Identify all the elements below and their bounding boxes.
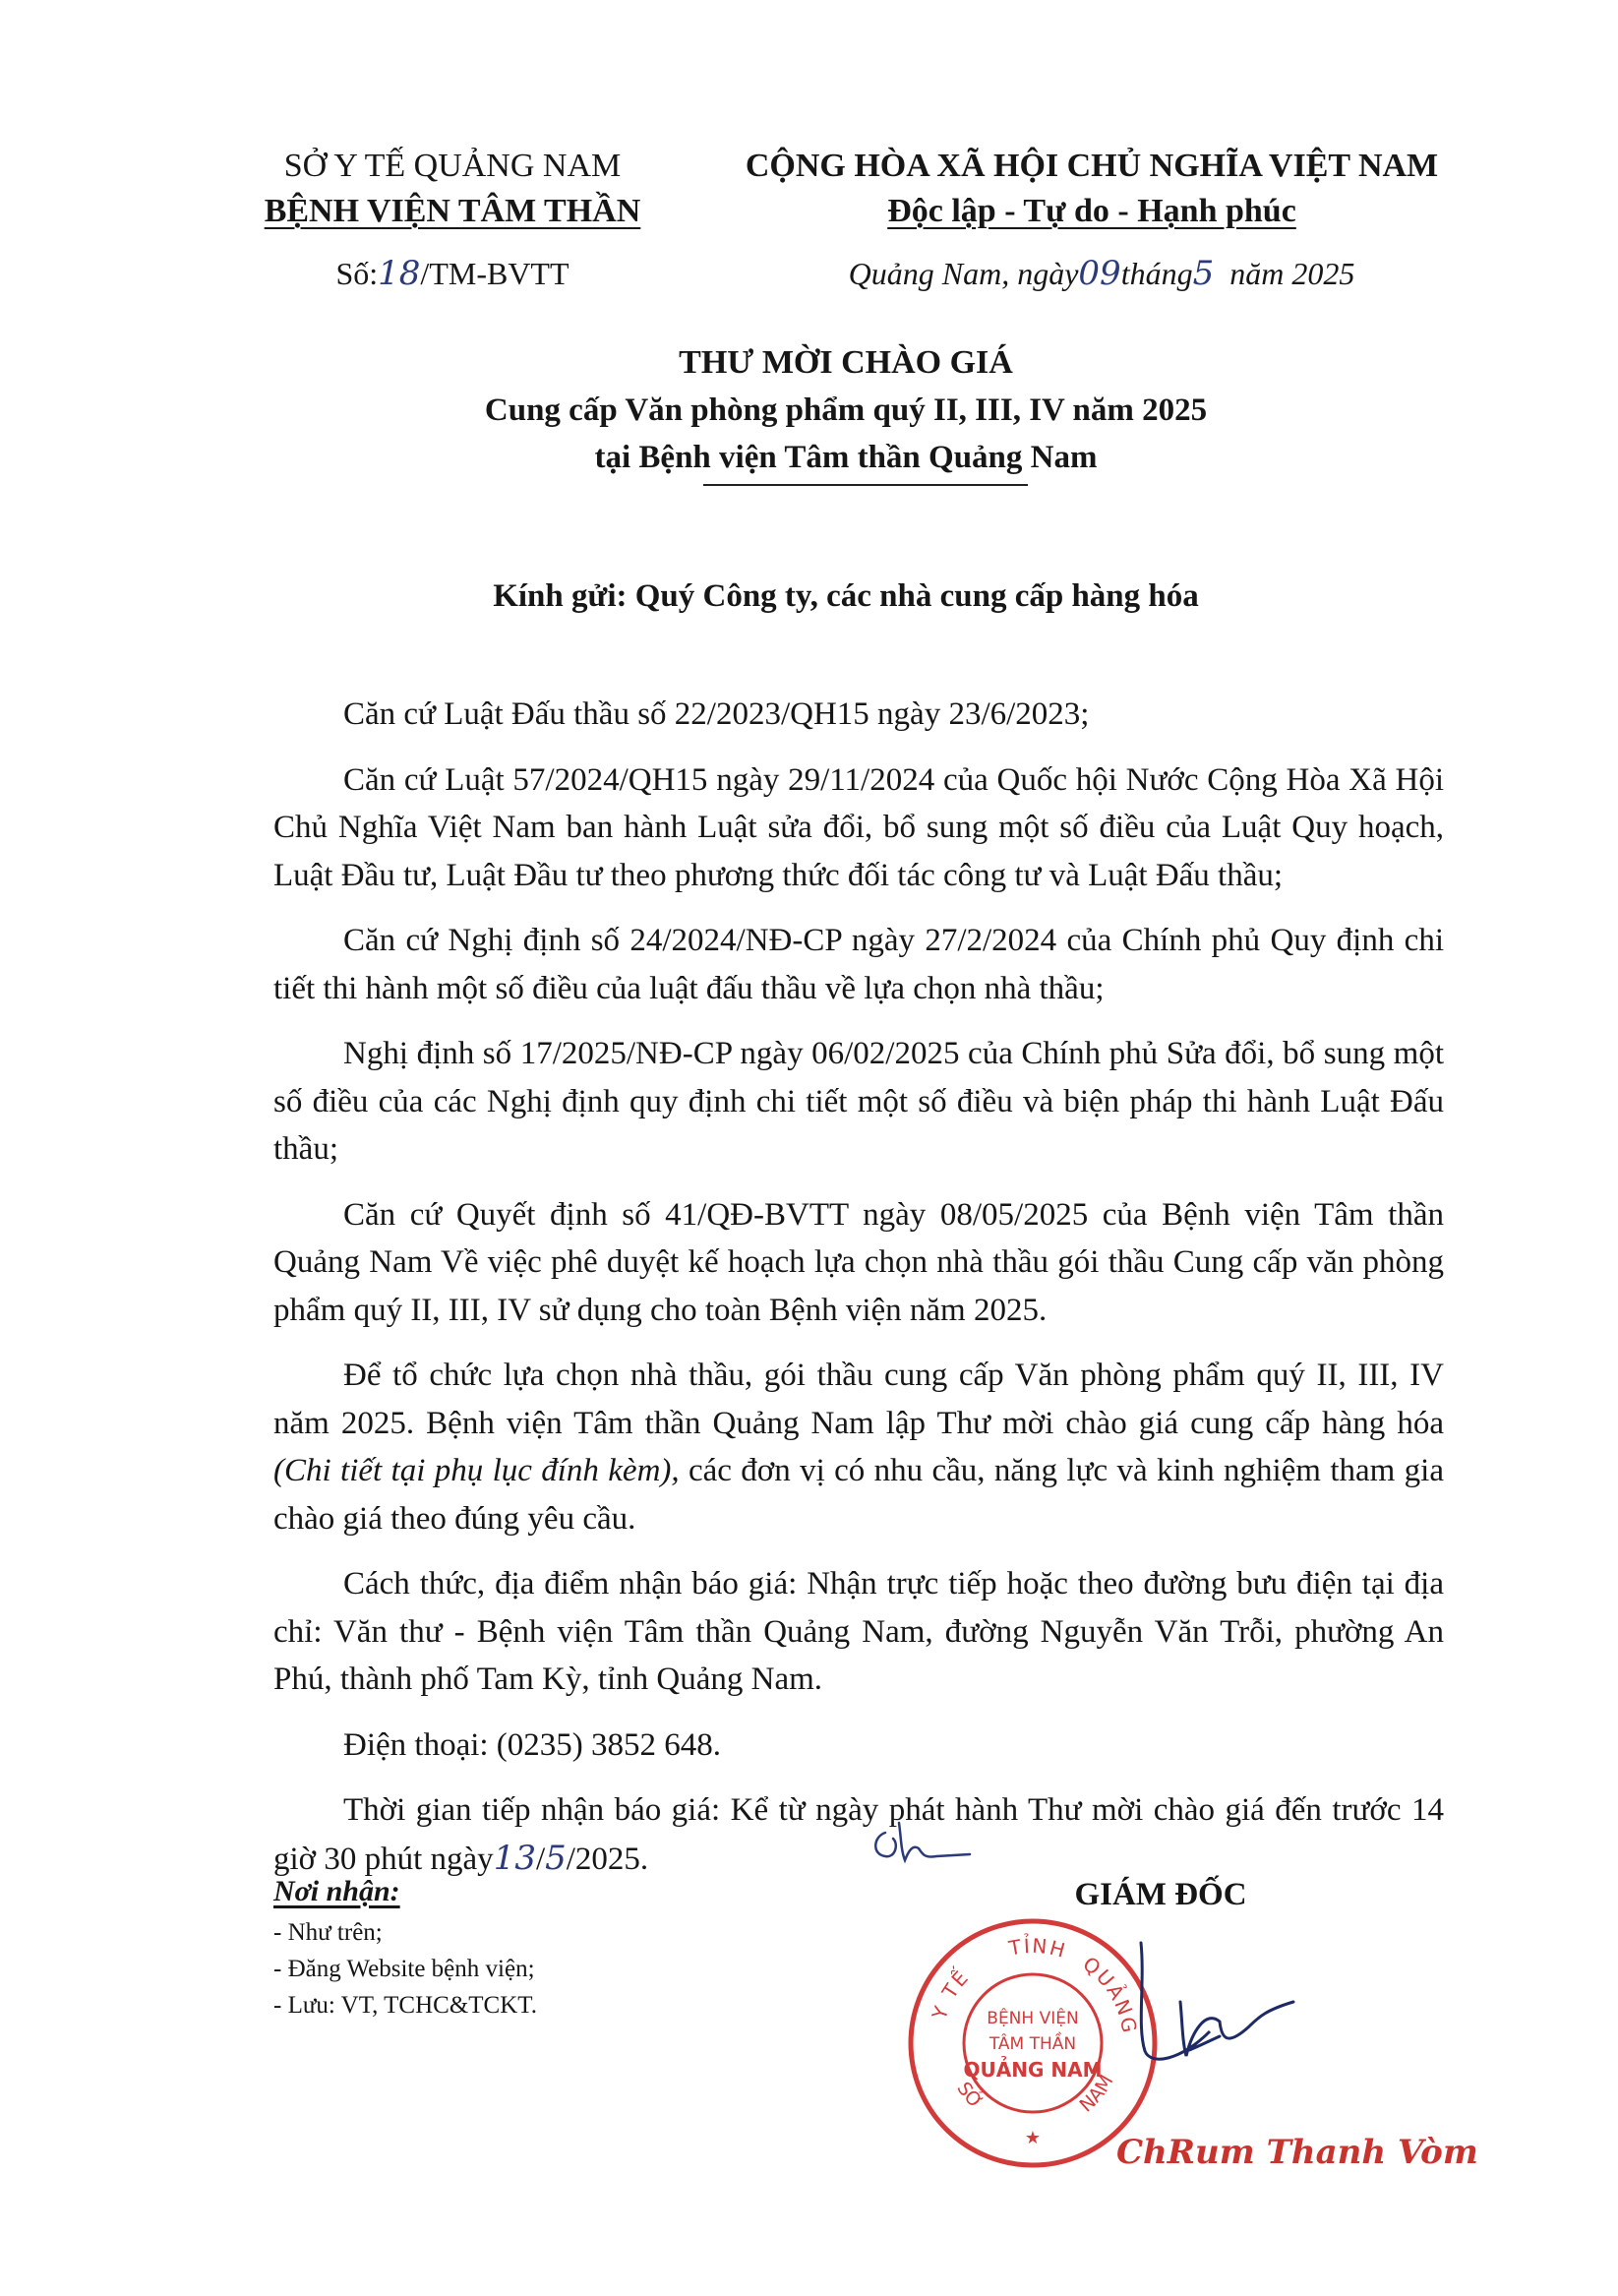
stamp-right-arc: QUẢNG [1078, 1951, 1142, 2037]
paragraph-legal-basis-5: Căn cứ Quyết định số 41/QĐ-BVTT ngày 08/05/2025 của Bệnh viện Tâm thần Quảng Nam Về việc phê duyệt kế hoạch lựa chọn nhà thầu gói thầu Cung cấp văn phòng phẩm quý II, III, IV sử dụng cho toàn Bệnh viện năm 2025. [273, 1196, 1444, 1328]
date-month-label: tháng [1120, 256, 1193, 291]
svg-text:TỈNH [1006, 1933, 1070, 1963]
issue-date [748, 254, 1456, 293]
paragraph-legal-basis-4: Nghị định số 17/2025/NĐ-CP ngày 06/02/2025 của Chính phủ Sửa đổi, bổ sung một số điều của các Nghị định quy định chi tiết một số điều và biện pháp thi hành Luật Đấu thầu; [273, 1036, 1444, 1167]
invitation-text-a: Để tổ chức lựa chọn nhà thầu, gói thầu cung cấp Văn phòng phẩm quý II, III, IV năm 2025. Bệnh viện Tâm thần Quảng Nam lập Thư mời chào giá cung cấp hàng hóa [273, 1358, 1444, 1441]
department-name: SỞ Y TẾ QUẢNG NAM [283, 148, 622, 184]
doc-number-suffix: /TM-BVTT [420, 256, 569, 291]
paragraph-legal-basis-3: Căn cứ Nghị định số 24/2024/NĐ-CP ngày 27/2/2024 của Chính phủ Quy định chi tiết thi hành một số điều của luật đấu thầu về lựa chọn nhà thầu; [273, 923, 1444, 1006]
paragraph-legal-basis-1: Căn cứ Luật Đấu thầu số 22/2023/QH15 ngày 23/6/2023; [343, 696, 1090, 732]
date-year: năm 2025 [1229, 256, 1355, 291]
recipient-item: - Lưu: VT, TCHC&TCKT. [273, 1992, 537, 2019]
title-line-1: THƯ MỜI CHÀO GIÁ [679, 344, 1013, 381]
deadline-text: Thời gian tiếp nhận báo giá: Kể từ ngày phát hành Thư mời chào giá đến trước 14 giờ 30 phút ngày [273, 1792, 1444, 1877]
svg-text:SỞ [952, 2079, 989, 2114]
greeting: Kính gửi: Quý Công ty, các nhà cung cấp hàng hóa [493, 578, 1199, 614]
initials-scribble [866, 1815, 974, 1874]
signer-name: ChRum Thanh Vòm [1116, 2133, 1478, 2172]
stamp-star: ★ [1024, 2128, 1042, 2148]
invitation-appendix-note: (Chi tiết tại phụ lục đính kèm), [273, 1453, 680, 1488]
national-motto: Độc lập - Tự do - Hạnh phúc [887, 193, 1296, 229]
letter-body [273, 691, 1444, 1901]
title-line-2: Cung cấp Văn phòng phẩm quý II, III, IV năm 2025 [484, 393, 1208, 428]
deadline-day-handwritten: 13 [493, 1838, 536, 1878]
recipients-heading: Nơi nhận: [273, 1875, 400, 1907]
recipient-item: - Đăng Website bệnh viện; [273, 1956, 535, 1982]
stamp-center-3: QUẢNG NAM [963, 2058, 1103, 2082]
national-header [728, 144, 1456, 234]
signer-title: GIÁM ĐỐC [1074, 1877, 1247, 1912]
stamp-center-2: TÂM THẦN [989, 2034, 1077, 2054]
paragraph-phone: Điện thoại: (0235) 3852 648. [343, 1726, 722, 1763]
document-number [236, 254, 669, 293]
date-day-handwritten: 09 [1078, 254, 1121, 293]
paragraph-invitation [273, 1352, 1444, 1542]
signature-scribble [1111, 1933, 1308, 2081]
paragraph-deadline [273, 1786, 1444, 1883]
paragraph-legal-basis-2: Căn cứ Luật 57/2024/QH15 ngày 29/11/2024 của Quốc hội Nước Cộng Hòa Xã Hội Chủ Nghĩa Việt Nam ban hành Luật sửa đổi, bổ sung một số điều của Luật Quy hoạch, Luật Đầu tư, Luật Đầu tư theo phương thức đối tác công tư và Luật Đấu thầu; [273, 761, 1444, 893]
invitation-text-b: các đơn vị có nhu cầu, năng lực và kinh nghiệm tham gia chào giá theo đúng yêu cầu. [273, 1453, 1444, 1537]
paragraph-submission-method: Cách thức, địa điểm nhận báo giá: Nhận trực tiếp hoặc theo đường bưu điện tại địa chỉ: Văn thư - Bệnh viện Tâm thần Quảng Nam, đường Nguyễn Văn Trỗi, phường An Phú, thành phố Tam Kỳ, tỉnh Quảng Nam. [273, 1566, 1444, 1697]
stamp-bottom-right: NAM [1075, 2071, 1118, 2117]
deadline-month-handwritten: 5 [545, 1838, 567, 1878]
nation-name: CỘNG HÒA XÃ HỘI CHỦ NGHĨA VIỆT NAM [745, 148, 1439, 184]
doc-number-handwritten: 18 [378, 254, 421, 293]
doc-number-prefix: Số: [335, 256, 379, 291]
document-title [236, 339, 1456, 481]
issuing-authority [236, 144, 669, 234]
date-prefix: Quảng Nam, ngày [848, 256, 1079, 291]
organization-name: BỆNH VIỆN TÂM THẦN [264, 193, 641, 229]
deadline-separator: / [535, 1841, 546, 1877]
stamp-center-1: BỆNH VIỆN [987, 2009, 1079, 2028]
date-month-handwritten: 5 [1192, 254, 1215, 293]
title-line-3: tại Bệnh viện Tâm thần Quảng Nam [594, 440, 1098, 475]
recipient-item: - Như trên; [273, 1919, 383, 1946]
title-divider [703, 484, 1028, 486]
stamp-top: TỈNH [1006, 1933, 1070, 1964]
recipients-block [273, 1875, 785, 2024]
deadline-year: /2025. [566, 1841, 649, 1877]
stamp-left-arc: Y TẾ [927, 1964, 975, 2023]
stamp-bottom-left: SỞ [952, 2078, 988, 2114]
